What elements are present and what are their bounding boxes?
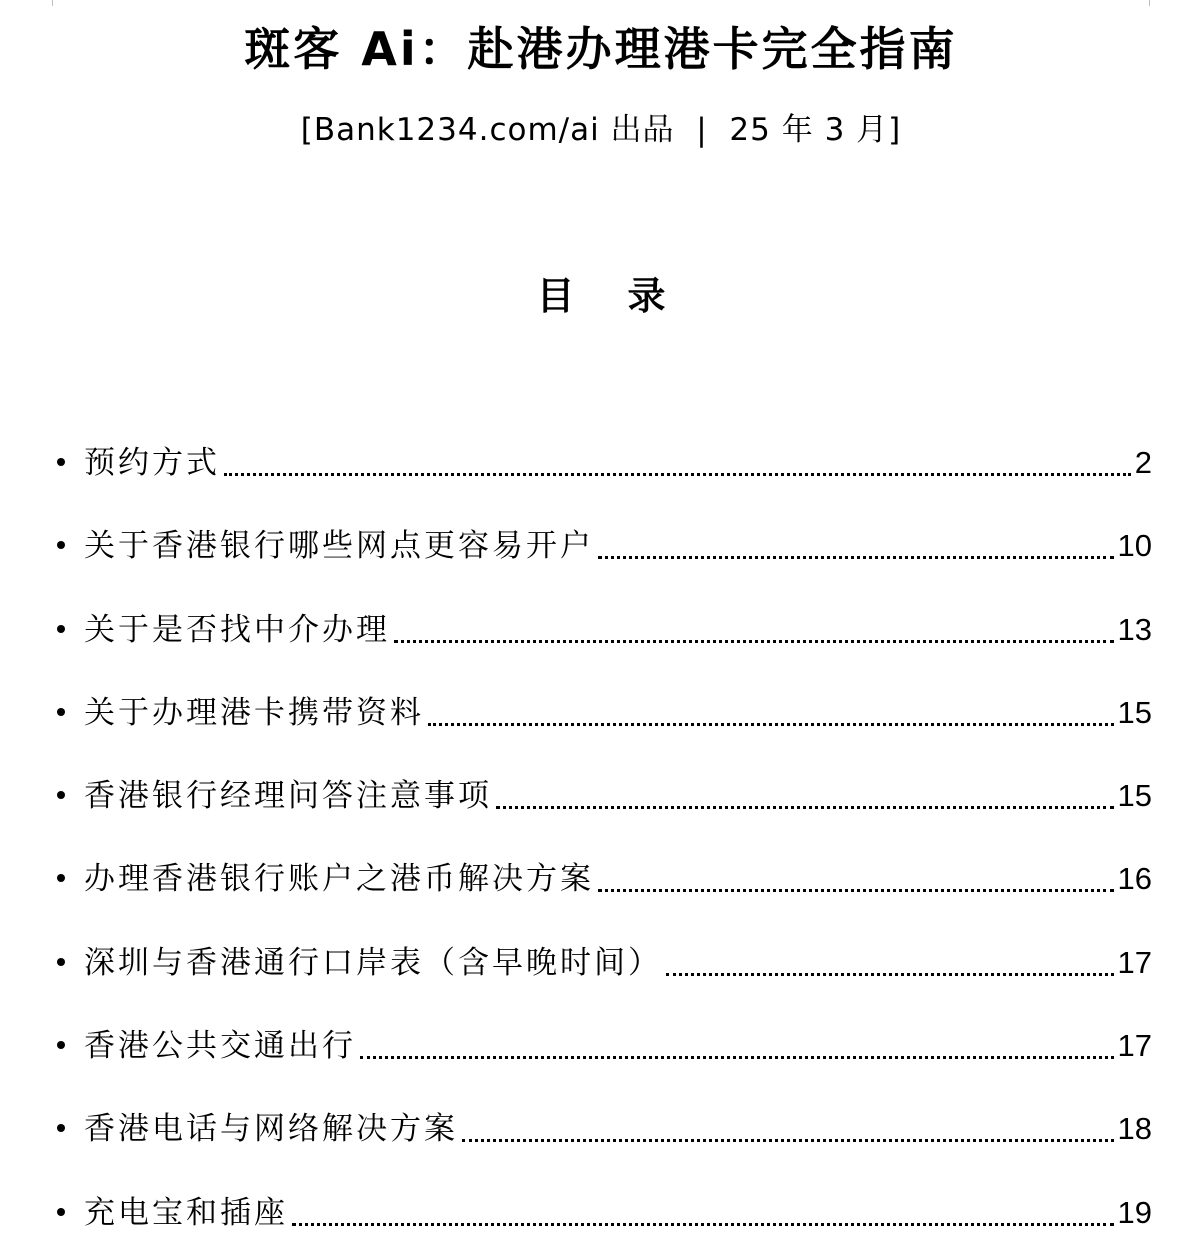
page-corner-mark-right: [1149, 0, 1202, 6]
toc-item-page-number[interactable]: 2: [1134, 445, 1152, 480]
dot-leader: [292, 1223, 1114, 1226]
toc-item[interactable]: [0, 758, 1202, 841]
toc-item-label[interactable]: 深圳与香港通行口岸表（含早晚时间）: [84, 944, 662, 981]
bullet-icon: [57, 541, 65, 549]
toc-item-label[interactable]: 办理香港银行账户之港币解决方案: [84, 861, 594, 898]
toc-item[interactable]: [0, 592, 1202, 675]
toc-item-page-number[interactable]: 18: [1117, 1111, 1152, 1147]
toc-item-label[interactable]: 香港公共交通出行: [84, 1028, 356, 1065]
toc-item[interactable]: [0, 1175, 1202, 1258]
toc-item-page-number[interactable]: 17: [1117, 944, 1152, 980]
toc-item-page-number[interactable]: 16: [1117, 861, 1152, 897]
toc-item-label[interactable]: 关于是否找中介办理: [84, 611, 390, 648]
toc-item-page-number[interactable]: 15: [1117, 778, 1152, 814]
bullet-icon: [57, 1208, 65, 1216]
bullet-icon: [57, 1124, 65, 1132]
toc-item-label[interactable]: 关于办理港卡携带资料: [84, 694, 424, 731]
document-subtitle: [Bank1234.com/ai 出品 | 25 年 3 月]: [300, 112, 902, 148]
toc-item-page-number[interactable]: 10: [1117, 528, 1152, 564]
toc-item-page-number[interactable]: 19: [1117, 1194, 1152, 1230]
toc-item[interactable]: [0, 925, 1202, 1008]
toc-item-label[interactable]: 香港电话与网络解决方案: [84, 1111, 458, 1148]
toc-item-page-number[interactable]: 17: [1117, 1028, 1152, 1064]
toc-item[interactable]: [0, 1091, 1202, 1174]
bullet-icon: [57, 625, 65, 633]
toc-list: [0, 425, 1202, 1258]
dot-leader: [224, 473, 1131, 476]
bullet-icon: [57, 708, 65, 716]
dot-leader: [598, 889, 1114, 892]
toc-item-label[interactable]: 充电宝和插座: [84, 1194, 288, 1231]
bullet-icon: [57, 958, 65, 966]
document-title: 斑客 Ai：赴港办理港卡完全指南: [244, 22, 958, 76]
dot-leader: [666, 973, 1114, 976]
dot-leader: [598, 556, 1114, 559]
toc-item[interactable]: [0, 425, 1202, 508]
toc-item-label[interactable]: 预约方式: [84, 445, 220, 481]
toc-item[interactable]: [0, 841, 1202, 924]
page-corner-mark-left: [0, 0, 53, 6]
bullet-icon: [57, 458, 65, 466]
toc-item[interactable]: [0, 675, 1202, 758]
dot-leader: [360, 1056, 1114, 1059]
toc-item[interactable]: [0, 508, 1202, 591]
toc-item[interactable]: [0, 1008, 1202, 1091]
dot-leader: [462, 1139, 1114, 1142]
toc-item-page-number[interactable]: 15: [1117, 694, 1152, 730]
toc-item-page-number[interactable]: 13: [1117, 611, 1152, 647]
bullet-icon: [57, 791, 65, 799]
dot-leader: [394, 640, 1114, 643]
bullet-icon: [57, 874, 65, 882]
toc-heading: 目 录: [536, 274, 666, 318]
toc-item-label[interactable]: 关于香港银行哪些网点更容易开户: [84, 528, 594, 565]
dot-leader: [428, 723, 1114, 726]
toc-item-label[interactable]: 香港银行经理问答注意事项: [84, 778, 492, 815]
bullet-icon: [57, 1041, 65, 1049]
dot-leader: [496, 806, 1114, 809]
